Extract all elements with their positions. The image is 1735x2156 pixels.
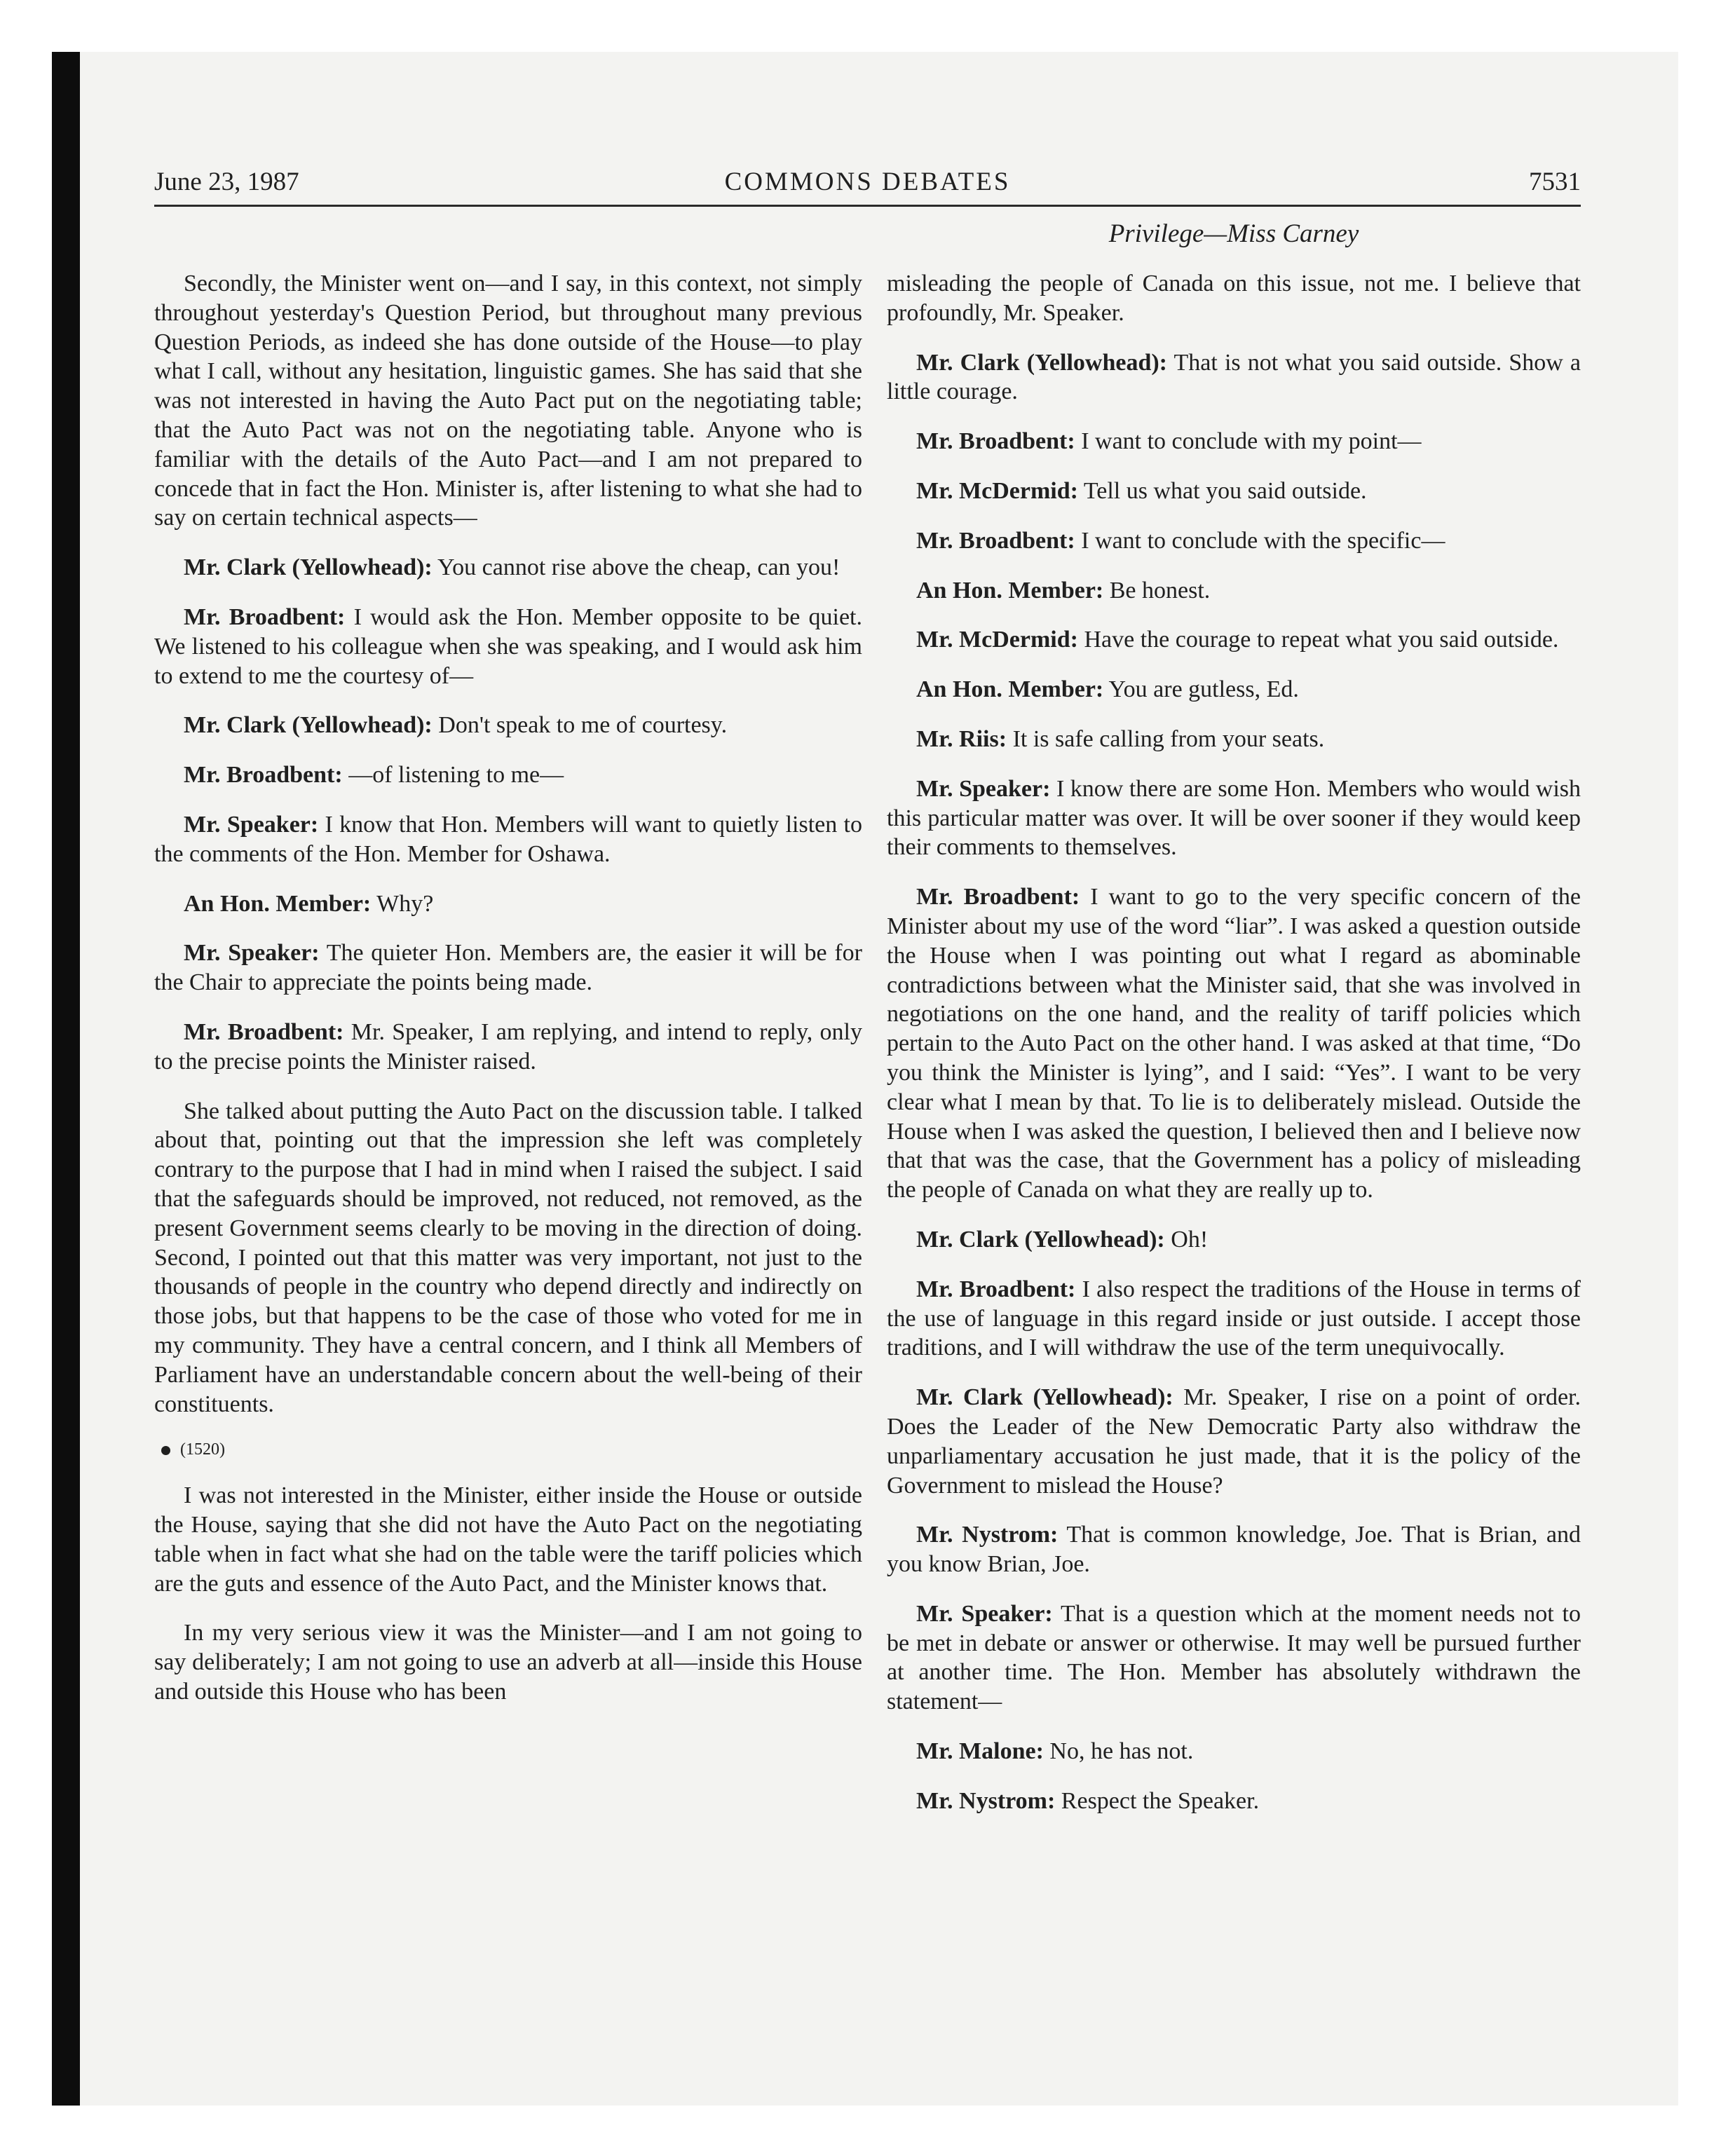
speech-paragraph — [154, 939, 862, 997]
speech-paragraph — [887, 1737, 1581, 1766]
speech-text: Why? — [376, 890, 434, 917]
left-column-body-continued — [154, 1481, 862, 1707]
speech-paragraph — [887, 1383, 1581, 1500]
speaker-name: Mr. Clark (Yellowhead): — [916, 1384, 1173, 1411]
time-marker-label: (1520) — [180, 1440, 225, 1459]
speech-text: Oh! — [1171, 1226, 1209, 1253]
speech-paragraph — [887, 1520, 1581, 1579]
speech-text: Be honest. — [1109, 577, 1211, 603]
speech-paragraph — [154, 603, 862, 690]
speaker-name: Mr. McDermid: — [916, 477, 1078, 504]
speech-paragraph — [887, 1225, 1581, 1255]
right-column — [887, 269, 1581, 1836]
speech-text: That is not what you said outside. Show a little courage. — [887, 349, 1581, 405]
speech-text: It is safe calling from your seats. — [1012, 725, 1325, 752]
speech-text: I also respect the traditions of the House in terms of the use of language in this regard inside or just outside. I accept those traditions, and I will withdraw the use of the term unequivocally. — [887, 1276, 1581, 1361]
binding-edge — [52, 52, 80, 2106]
speaker-name: Mr. Speaker: — [916, 775, 1051, 802]
speech-paragraph — [887, 1599, 1581, 1717]
speaker-name: Mr. Clark (Yellowhead): — [916, 1226, 1165, 1253]
speaker-name: Mr. Malone: — [916, 1738, 1044, 1765]
speaker-name: Mr. Broadbent: — [916, 1276, 1076, 1302]
speech-text: You are gutless, Ed. — [1108, 676, 1299, 703]
speaker-name: Mr. Clark (Yellowhead): — [184, 712, 433, 739]
section-heading: Privilege—Miss Carney — [1108, 219, 1359, 248]
speech-paragraph — [887, 477, 1581, 506]
speech-text: I know there are some Hon. Members who would wish this particular matter was over. It will be over sooner if they would keep their comments to themselves. — [887, 775, 1581, 861]
time-marker — [161, 1439, 862, 1460]
speech-text: I want to conclude with the specific— — [1081, 527, 1445, 554]
speaker-name: An Hon. Member: — [184, 890, 372, 917]
speech-text: That is a question which at the moment needs not to be met in debate or answer or otherwise. It may well be pursued further at another time. The Hon. Member has absolutely withdrawn the statement— — [887, 1600, 1581, 1715]
speech-paragraph — [154, 711, 862, 740]
speaker-name: Mr. Clark (Yellowhead): — [184, 554, 433, 581]
speech-paragraph — [154, 1097, 862, 1419]
header-title: COMMONS DEBATES — [724, 168, 1011, 196]
speech-text: Secondly, the Minister went on—and I say, in this context, not simply throughout yesterday's Question Period, but throughout many previous Question Periods, as indeed she has done outside of the House—to play what I call, without any hesitation, linguistic games. She has said that she was not interested in having the Auto Pact put on the negotiating table; that the Auto Pact was not on the negotiating table. Anyone who is familiar with the details of the Auto Pact—and I am not prepared to concede that in fact the Hon. Minister is, after listening to what she had to say on certain technical aspects— — [154, 271, 862, 531]
speech-paragraph — [154, 889, 862, 919]
speech-text: Mr. Speaker, I am replying, and intend to reply, only to the precise points the Minister raised. — [154, 1018, 863, 1074]
speech-paragraph — [887, 675, 1581, 704]
speech-text: Don't speak to me of courtesy. — [438, 712, 728, 739]
page-header — [154, 167, 1581, 207]
speech-paragraph — [887, 269, 1581, 328]
speaker-name: Mr. Broadbent: — [184, 1018, 344, 1045]
speech-text: Tell us what you said outside. — [1083, 477, 1367, 504]
speech-paragraph — [154, 553, 862, 582]
speech-text: I want to go to the very specific concern of the Minister about my use of the word “liar”. I was asked a question outside the House when I was pointing out what I regard as abominable contradictions between what the Minister said, that she was involved in negotiations on the one hand, and the reality of tariff policies which pertain to the Auto Pact on the other hand. I was asked at that time, “Do you think the Minister is lying”, and I said: “Yes”. I want to be very clear what I mean by that. To lie is to deliberately mislead. Outside the House when I was asked the question, I believed then and I believe now that that was the case, that the Government has a policy of misleading the people of Canada on what they are really up to. — [887, 884, 1581, 1203]
speech-paragraph — [887, 882, 1581, 1205]
speech-text: That is common knowledge, Joe. That is Brian, and you know Brian, Joe. — [887, 1522, 1581, 1578]
speech-paragraph — [887, 775, 1581, 862]
speech-text: misleading the people of Canada on this issue, not me. I believe that profoundly, Mr. Speaker. — [887, 271, 1581, 326]
bullet-icon — [161, 1446, 170, 1455]
speech-paragraph — [887, 1275, 1581, 1363]
speaker-name: Mr. Riis: — [916, 725, 1007, 752]
speech-paragraph — [887, 526, 1581, 556]
speech-text: In my very serious view it was the Minister—and I am not going to say deliberately; I am not going to use an adverb at all—inside this House and outside this House who has been — [154, 1620, 862, 1705]
left-column — [154, 269, 862, 1727]
speaker-name: Mr. McDermid: — [916, 627, 1078, 653]
speaker-name: Mr. Speaker: — [184, 940, 320, 967]
speech-paragraph — [887, 725, 1581, 754]
speech-paragraph — [154, 1018, 862, 1077]
speech-text: Respect the Speaker. — [1061, 1787, 1260, 1814]
speech-paragraph — [154, 1618, 862, 1706]
speech-text: I was not interested in the Minister, either inside the House or outside the House, saying that she did not have the Auto Pact on the negotiating table when in fact what she had on the table were the tariff policies which are the guts and essence of the Auto Pact, and the Minister knows that. — [154, 1482, 862, 1597]
speech-text: I want to conclude with my point— — [1081, 428, 1422, 455]
speaker-name: Mr. Speaker: — [184, 811, 319, 838]
header-date: June 23, 1987 — [154, 168, 299, 196]
speech-text: No, he has not. — [1049, 1738, 1194, 1765]
speaker-name: Mr. Broadbent: — [184, 762, 343, 789]
speech-text: Mr. Speaker, I rise on a point of order. Does the Leader of the New Democratic Party also withdraw the unparliamentary accusation he just made, that it is the policy of the Government to mislead the House? — [887, 1384, 1581, 1499]
speech-paragraph — [887, 625, 1581, 655]
left-column-body — [154, 269, 862, 1419]
speech-text: Have the courage to repeat what you said outside. — [1084, 627, 1559, 653]
speech-paragraph — [154, 269, 862, 533]
speaker-name: Mr. Nystrom: — [916, 1522, 1059, 1548]
speech-paragraph — [154, 810, 862, 869]
speaker-name: Mr. Broadbent: — [916, 428, 1075, 455]
speech-text: The quieter Hon. Members are, the easier it will be for the Chair to appreciate the points being made. — [154, 940, 862, 996]
speaker-name: Mr. Clark (Yellowhead): — [916, 349, 1167, 376]
speaker-name: Mr. Speaker: — [916, 1600, 1053, 1627]
speech-text: She talked about putting the Auto Pact on the discussion table. I talked about that, pointing out that the impression she left was completely contrary to the purpose that I had in mind when I raised the subject. I said that the safeguards should be improved, not reduced, not removed, as the present Government seems clearly to be moving in the direction of doing. Second, I pointed out that this matter was very important, not just to the thousands of people in the country who depend directly and indirectly on those jobs, but that happens to be the case of those who voted for me in my community. They have a central concern, and I think all Members of Parliament have an understandable concern about the well-being of their constituents. — [154, 1098, 862, 1417]
speech-text: You cannot rise above the cheap, can you! — [437, 554, 841, 581]
speech-paragraph — [887, 348, 1581, 407]
speaker-name: Mr. Broadbent: — [916, 884, 1080, 910]
speaker-name: Mr. Nystrom: — [916, 1787, 1056, 1814]
speaker-name: Mr. Broadbent: — [184, 603, 346, 630]
page-number: 7531 — [1529, 168, 1581, 196]
speech-text: I would ask the Hon. Member opposite to be quiet. We listened to his colleague when she was speaking, and I would ask him to extend to me the courtesy of— — [154, 603, 862, 689]
speech-paragraph — [887, 427, 1581, 456]
speech-paragraph — [154, 1481, 862, 1598]
speech-paragraph — [154, 760, 862, 790]
right-column-body — [887, 269, 1581, 1816]
speech-text: I know that Hon. Members will want to quietly listen to the comments of the Hon. Member for Oshawa. — [154, 811, 863, 867]
speaker-name: An Hon. Member: — [916, 676, 1104, 703]
speaker-name: Mr. Broadbent: — [916, 527, 1075, 554]
speech-paragraph — [887, 576, 1581, 606]
speech-text: —of listening to me— — [348, 762, 564, 789]
speech-paragraph — [887, 1787, 1581, 1816]
speaker-name: An Hon. Member: — [916, 577, 1104, 603]
